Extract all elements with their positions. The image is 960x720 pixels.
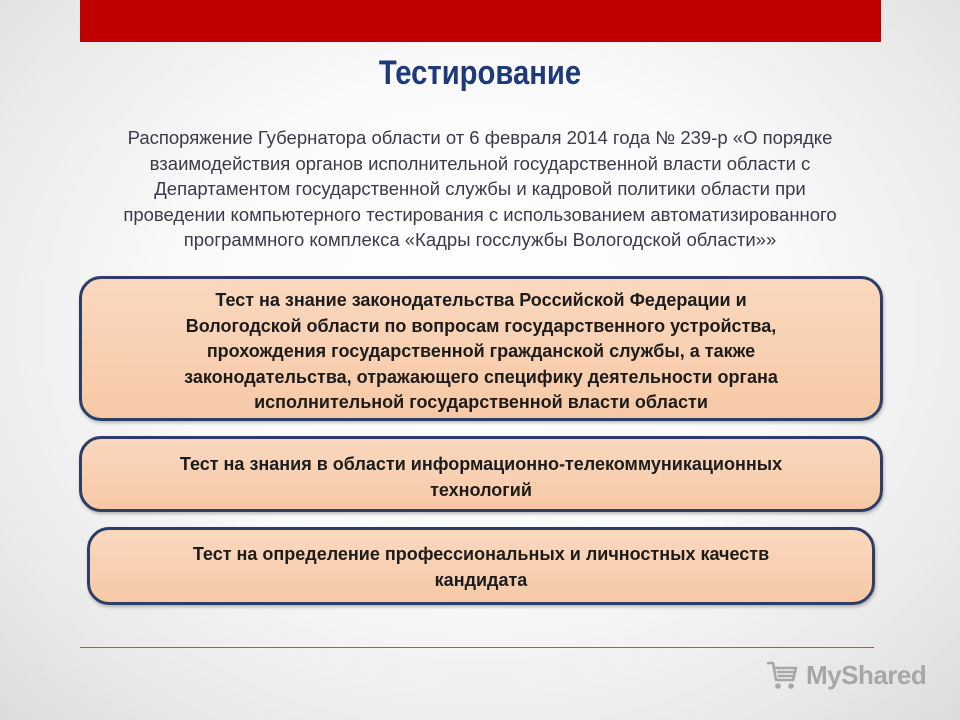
box-line: Тест на знание законодательства Российской Федерации и (215, 290, 747, 310)
intro-line: Департаментом государственной службы и кадровой политики области при (154, 178, 806, 199)
box-line: технологий (430, 479, 532, 500)
top-red-bar (80, 0, 881, 42)
box-line: Тест на определение профессиональных и личностных качеств (192, 544, 770, 564)
intro-line: программного комплекса «Кадры госслужбы Вологодской области»» (183, 229, 777, 250)
intro-line: Распоряжение Губернатора области от 6 февраля 2014 года № 239-р «О порядке (127, 127, 833, 148)
bottom-divider (80, 647, 874, 648)
shopping-cart-icon (766, 659, 800, 691)
intro-line: взаимодействия органов исполнительной государственной власти области с (149, 152, 811, 174)
intro-line: проведении компьютерного тестирования с использованием автоматизированного (123, 203, 837, 225)
watermark-text: MyShared (806, 659, 927, 690)
box-line: Вологодской области по вопросам государственного устройства, (185, 315, 777, 336)
intro-paragraph (60, 125, 900, 253)
slide-title: Тестирование (378, 54, 582, 92)
box-line: исполнительной государственной власти области (254, 392, 708, 412)
box-line: законодательства, отражающего специфику деятельности органа (184, 366, 778, 387)
test-box-personal-qualities (87, 527, 875, 605)
box-line: прохождения государственной гражданской службы, а также (206, 341, 756, 361)
box-line: кандидата (434, 569, 528, 590)
myshared-logo (766, 655, 936, 695)
test-box-ict (79, 436, 883, 512)
box-line: Тест на знания в области информационно-телекоммуникационных (179, 454, 783, 474)
test-box-legislation (79, 276, 883, 421)
